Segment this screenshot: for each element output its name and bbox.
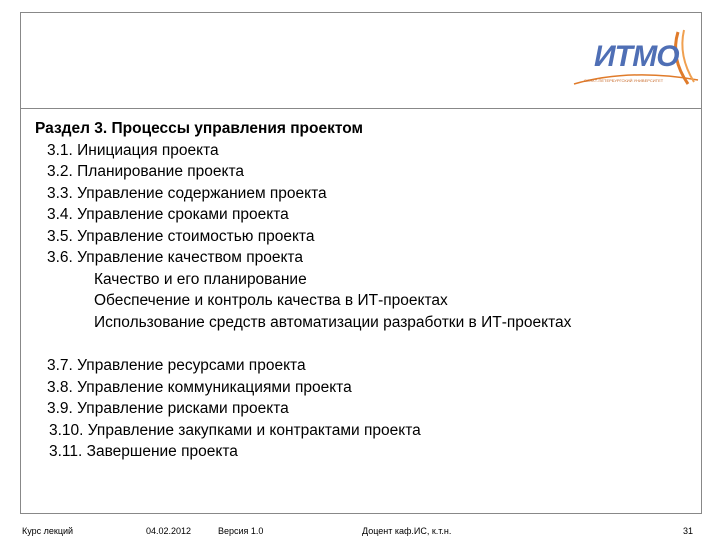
list-item: 3.1. Инициация проекта <box>47 141 219 159</box>
list-item: 3.9. Управление рисками проекта <box>47 400 289 417</box>
section-heading: Раздел 3. Процессы управления проектом <box>35 120 363 137</box>
list-item: 3.10. Управление закупками и контрактами проекта <box>49 421 421 439</box>
list-item: 3.6. Управление качеством проекта <box>47 249 303 266</box>
list-item: 3.7. Управление ресурсами проекта <box>47 357 306 374</box>
list-item: 3.2. Планирование проекта <box>47 163 245 180</box>
list-item: 3.8. Управление коммуникациями проекта <box>47 378 352 396</box>
header-divider <box>20 108 702 109</box>
itmo-logo <box>570 28 702 92</box>
footer-page-number: 31 <box>683 526 694 536</box>
sub-list-item: Обеспечение и контроль качества в ИТ-проектах <box>94 292 448 309</box>
list-item: 3.4. Управление сроками проекта <box>47 206 289 223</box>
list-item: 3.11. Завершение проекта <box>49 443 238 460</box>
logo-wordmark: ИТМО <box>594 40 679 73</box>
list-item: 3.3. Управление содержанием проекта <box>47 184 327 202</box>
footer-author: Доцент каф.ИС, к.т.н. <box>362 526 452 536</box>
sub-list-item: Качество и его планирование <box>94 270 307 288</box>
list-item: 3.5. Управление стоимостью проекта <box>47 227 315 245</box>
logo-subtitle: САНКТ-ПЕТЕРБУРГСКИЙ УНИВЕРСИТЕТ <box>584 78 664 83</box>
slide-content <box>35 118 695 463</box>
sub-list-item: Использование средств автоматизации разработки в ИТ-проектах <box>94 313 572 331</box>
slide-footer <box>0 526 720 540</box>
footer-version: Версия 1.0 <box>218 526 264 536</box>
footer-date: 04.02.2012 <box>146 526 192 536</box>
footer-course: Курс лекций <box>22 526 74 536</box>
